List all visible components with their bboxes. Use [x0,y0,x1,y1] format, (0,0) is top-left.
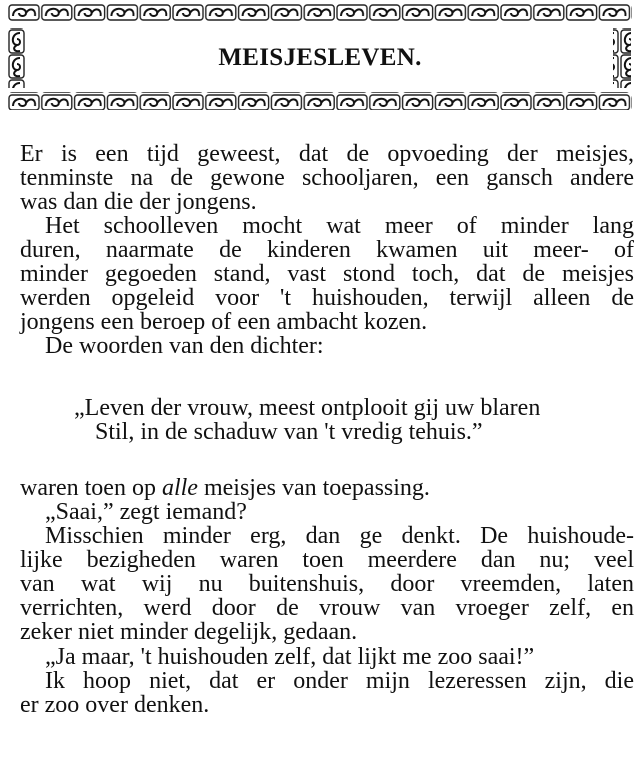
text-span: meisjes van toepassing. [197,475,430,501]
text-span: waren toen op [20,475,162,501]
text-line: „Ja maar, 't huishouden zelf, dat lijkt me zoo saai!” [45,644,535,670]
text-line: De woorden van den dichter: [45,333,324,359]
text-line: er zoo over denken. [20,692,210,718]
quote-line: Stil, in de schaduw van 't vredig tehuis.” [95,419,483,445]
text-line: van wat wij nu buitenshuis, door vreemden, laten [20,571,634,597]
text-line: minder gegoeden stand, vast stond toch, dat de meisjes [20,261,634,287]
text-line: lijke bezigheden waren toen meerdere dan nu; veel [20,547,634,573]
text-line: Er is een tijd geweest, dat de opvoeding der meisjes, [20,141,634,167]
text-line: tenminste na de gewone schooljaren, een gansch andere [20,165,634,191]
text-line [20,476,430,500]
quote-line: „Leven der vrouw, meest ontplooit gij uw blaren [74,395,541,421]
text-line: jongens een beroep of een ambacht kozen. [20,309,428,335]
text-line: zeker niet minder degelijk, gedaan. [20,619,358,645]
text-line: Het schoolleven mocht wat meer of minder lang [45,213,634,239]
text-line: verrichten, werd door de vrouw van vroeger zelf, en [20,595,634,621]
text-line: Misschien minder erg, dan ge denkt. De huishoude- [45,523,634,549]
text-line: was dan die der jongens. [20,189,257,215]
text-line: Ik hoop niet, dat er onder mijn lezeressen zijn, die [45,668,634,694]
page-title: MEISJESLEVEN. [218,44,422,71]
text-line: „Saai,” zegt iemand? [45,499,247,525]
text-line: duren, naarmate de kinderen kwamen uit meer- of [20,237,634,263]
emphasis-text: alle [161,475,198,501]
text-line: werden opgeleid voor 't huishouden, terwijl alleen de [20,285,634,311]
